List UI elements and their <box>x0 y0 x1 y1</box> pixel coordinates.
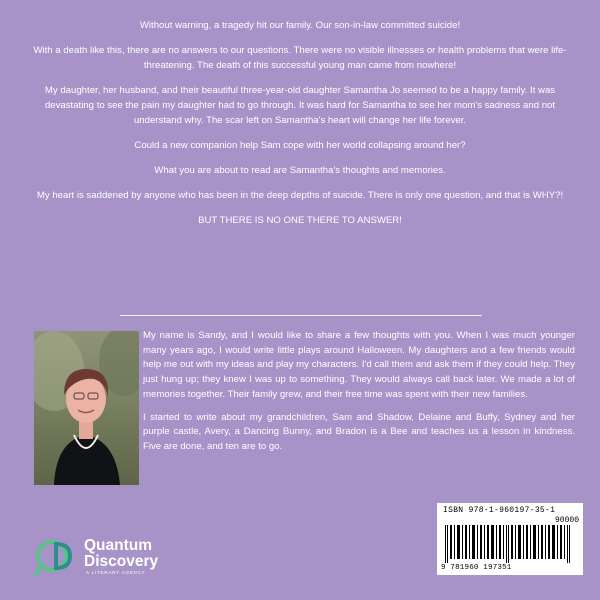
section-divider <box>120 315 482 316</box>
price-code: 90000 <box>554 516 579 525</box>
author-photo <box>34 331 139 485</box>
story-paragraph-5: What you are about to read are Samantha's thoughts and memories. <box>154 165 446 176</box>
bio-paragraph-2: I started to write about my grandchildren, Sam and Shadow, Delaine and Buffy, Sydney and her purple castle, Avery, a Dancing Bunny, and Bradon is a Bee and teaches us a lesson in kindness. Five are done, and ten are to go. <box>143 411 575 452</box>
story-blurb <box>20 18 580 238</box>
author-bio <box>143 329 575 463</box>
bio-paragraph-1: My name is Sandy, and I would like to share a few thoughts with you. When I was much younger many years ago, I would write little plays around Halloween. My daughters and a few friends would help me out with my ideas and play my characters. I'd call them and ask them if they could help. They just hung up; they knew I was up to something. They would always call back later. We made a lot of memories together. Their family grew, and their free time was spent with their new families. <box>143 330 575 400</box>
story-paragraph-1: Without warning, a tragedy hit our family. Our son-in-law committed suicide! <box>139 20 461 31</box>
publisher-logo <box>34 536 194 580</box>
isbn-barcode <box>437 503 583 575</box>
story-paragraph-7: BUT THERE IS NO ONE THERE TO ANSWER! <box>198 215 402 226</box>
publisher-name <box>84 538 158 570</box>
barcode-digits: 9 781960 197351 <box>441 564 512 572</box>
story-paragraph-6: My heart is saddened by anyone who has been in the deep depths of suicide. There is only one question, and that is WHY?! <box>36 190 564 201</box>
quantum-discovery-logo-icon <box>34 536 80 580</box>
publisher-tagline: A LITERARY AGENCY <box>86 570 146 575</box>
story-paragraph-3: My daughter, her husband, and their beautiful three-year-old daughter Samantha Jo seemed to be a happy family. It was devastating to see the pain my daughter had to go through. It was hard for Samantha to see her mom's sadness and not understand why. The scar left on Samantha's heart will change her life forever. <box>44 85 556 126</box>
barcode-bars-icon <box>443 525 577 563</box>
publisher-name-line-2: Discovery <box>84 553 159 570</box>
isbn-label: ISBN 978-1-960197-35-1 <box>443 506 556 515</box>
publisher-name-line-1: Quantum <box>84 537 153 554</box>
story-paragraph-4: Could a new companion help Sam cope with her world collapsing around her? <box>134 140 466 151</box>
story-paragraph-2: With a death like this, there are no answers to our questions. There were no visible illnesses or health problems that were life-threatening. The death of this successful young man came from nowhere! <box>33 45 567 71</box>
